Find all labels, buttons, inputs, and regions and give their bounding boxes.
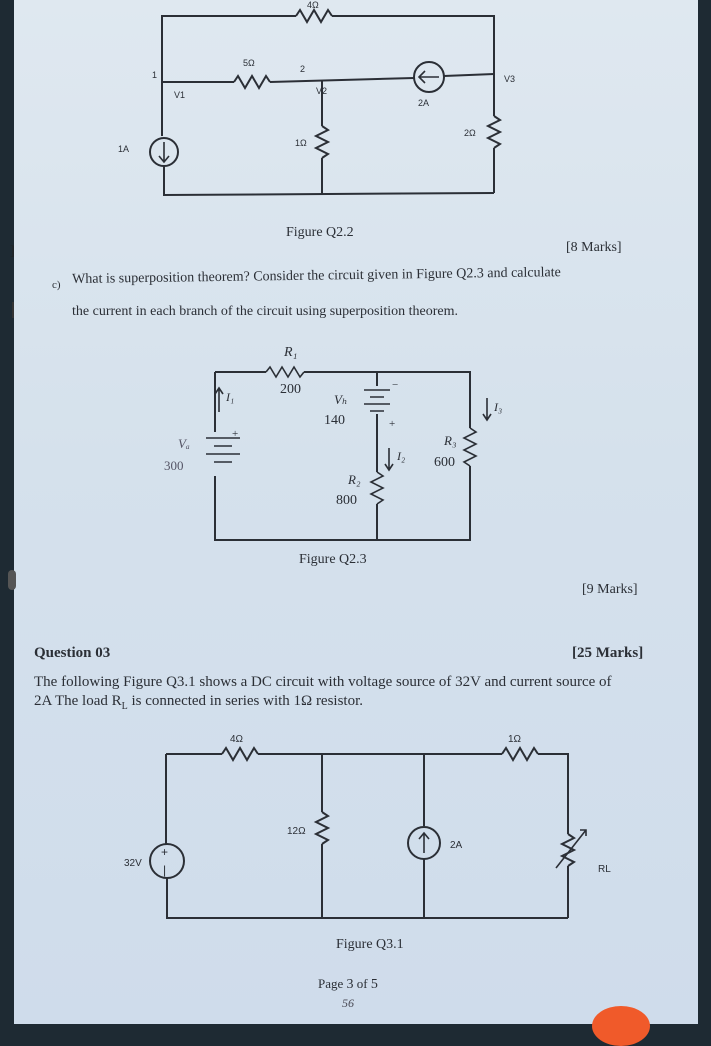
fig23-va-plus: + <box>232 428 239 440</box>
fig23-vb-plus: + <box>389 418 396 430</box>
fig23-i3: I₃ <box>494 400 503 414</box>
fig23-r3-value: 600 <box>434 455 455 470</box>
fig22-node-1: 1 <box>152 70 158 80</box>
fig23-va-label: Vₐ <box>178 436 190 451</box>
question-03-marks: [25 Marks] <box>572 645 644 661</box>
fig22-r-1: 1Ω <box>295 138 307 148</box>
fig31-r-4: 4Ω <box>230 734 244 745</box>
handwritten-note: 56 <box>342 996 354 1010</box>
fig23-vb-value: 140 <box>324 413 345 428</box>
fig22-node-v3: V3 <box>504 74 516 84</box>
fig23-vb-minus: − <box>392 379 399 391</box>
fig31-rl: RL <box>598 864 611 875</box>
fig23-r2-value: 800 <box>336 493 357 508</box>
fig22-r-5: 5Ω <box>243 58 255 68</box>
fig23-r2-label: R₂ <box>348 472 361 487</box>
fig23-i1: I₁ <box>226 390 235 404</box>
fig31-cs-2a: 2A <box>450 840 463 851</box>
edge-bracket: ] <box>10 244 15 259</box>
fig23-r1-value: 200 <box>280 382 301 397</box>
figure-q22-caption: Figure Q2.2 <box>286 225 354 240</box>
figure-q31-caption: Figure Q3.1 <box>336 937 404 952</box>
q2b-marks: [8 Marks] <box>566 240 622 255</box>
fig23-vb-label: Vₕ <box>334 392 348 407</box>
fig22-node-2: 2 <box>300 64 306 74</box>
figure-q31-circuit <box>14 0 698 960</box>
fig23-r3-label: R₃ <box>444 433 457 448</box>
question-03-title: Question 03 <box>34 645 111 661</box>
q3-text-line1: The following Figure Q3.1 shows a DC circuit with voltage source of 32V and current source of <box>34 674 612 690</box>
q2c-question-line2: the current in each branch of the circuit using superposition theorem. <box>72 304 459 319</box>
figure-q23-caption: Figure Q2.3 <box>299 552 367 567</box>
fig31-r-12: 12Ω <box>287 826 306 837</box>
page-number: Page 3 of 5 <box>318 976 378 992</box>
q2c-label: c) <box>52 279 61 291</box>
fig22-r-top: 4Ω <box>307 0 319 10</box>
minus-sign: | <box>163 863 167 877</box>
fig22-cs-1a: 1A <box>118 144 130 154</box>
fig22-r-2: 2Ω <box>464 128 476 138</box>
fig23-r1-label: R₁ <box>284 345 298 360</box>
q3-text-line2: 2A The load $R_L$ is connected in series with 1Ω resistor. <box>34 693 364 712</box>
plus-sign: + <box>161 845 169 859</box>
exam-page <box>10 0 698 1024</box>
q2c-question-line1: What is superposition theorem? Consider the circuit given in Figure Q2.3 and calculate <box>72 265 561 287</box>
fig22-node-v2: V2 <box>316 86 328 96</box>
q2c-marks: [9 Marks] <box>582 582 638 597</box>
fig23-va-value: 300 <box>164 458 184 473</box>
floating-action-button[interactable] <box>592 1006 650 1046</box>
fig22-node-v1: V1 <box>174 90 186 100</box>
fig22-cs-2a: 2A <box>418 98 430 108</box>
fig31-r-1: 1Ω <box>508 734 522 745</box>
fig23-i2: I₂ <box>397 449 406 463</box>
fig31-vs-32v: 32V <box>124 858 142 869</box>
